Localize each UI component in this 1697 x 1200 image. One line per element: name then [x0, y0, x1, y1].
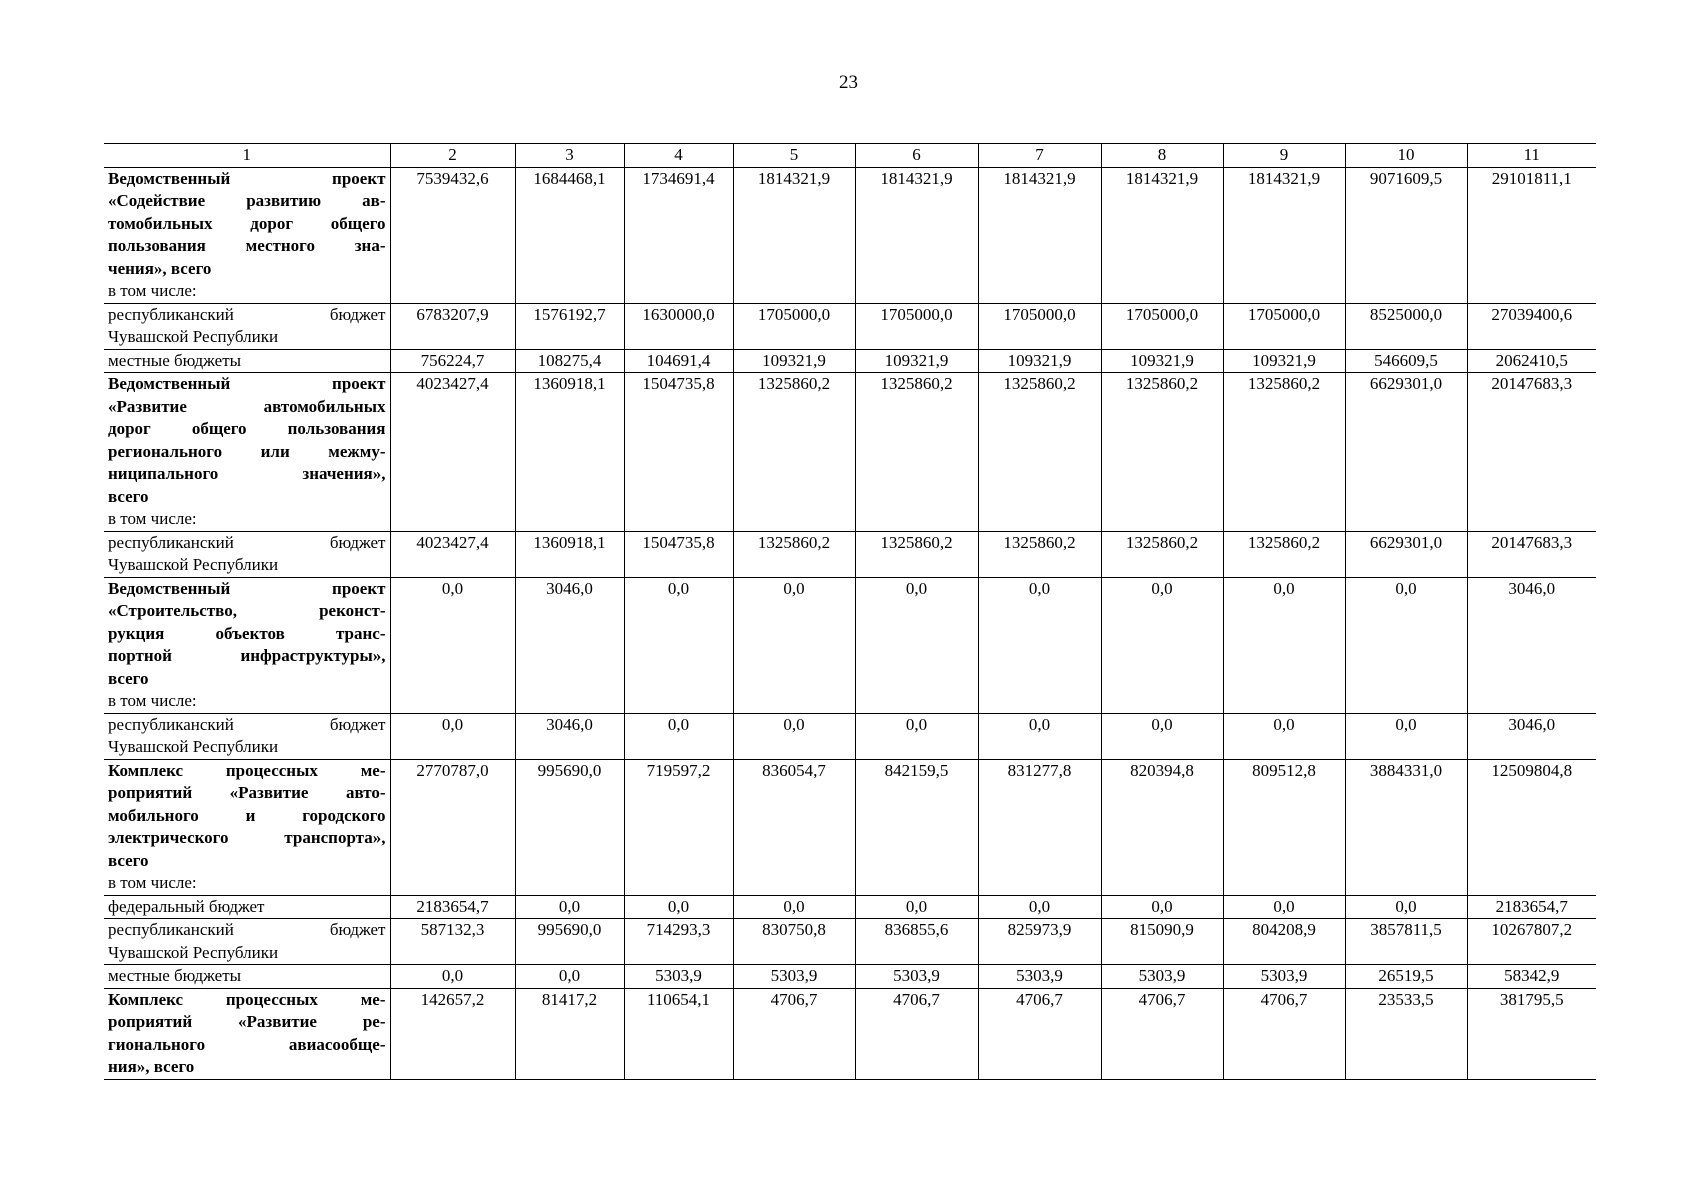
value-cell: 5303,9 — [855, 965, 978, 989]
value-cell: 1325860,2 — [1223, 373, 1345, 532]
value-cell: 0,0 — [515, 895, 624, 919]
value-cell: 1576192,7 — [515, 303, 624, 349]
value-cell: 831277,8 — [978, 759, 1101, 895]
value-cell: 0,0 — [733, 577, 855, 713]
page-number: 23 — [839, 72, 858, 93]
value-cell: 830750,8 — [733, 919, 855, 965]
value-cell: 3857811,5 — [1345, 919, 1467, 965]
value-cell: 714293,3 — [624, 919, 733, 965]
label-line: федеральный бюджет — [108, 896, 265, 916]
value-cell: 1325860,2 — [1101, 531, 1223, 577]
value-cell: 836054,7 — [733, 759, 855, 895]
value-cell: 3046,0 — [1467, 577, 1596, 713]
label-line: чения», всего — [108, 258, 212, 278]
row-label — [104, 577, 390, 713]
label-line: роприятий «Развитие авто- — [108, 783, 386, 802]
value-cell: 2183654,7 — [390, 895, 515, 919]
value-cell: 0,0 — [978, 713, 1101, 759]
label-line: ниципального значения», — [108, 464, 386, 483]
value-cell: 142657,2 — [390, 988, 515, 1079]
value-cell: 104691,4 — [624, 349, 733, 373]
label-line: роприятий «Развитие ре- — [108, 1012, 386, 1031]
value-cell: 1705000,0 — [855, 303, 978, 349]
row-label — [104, 167, 390, 303]
label-line: гионального авиасообще- — [108, 1034, 386, 1054]
label-line: «Развитие автомобильных — [108, 396, 386, 416]
value-cell: 0,0 — [390, 965, 515, 989]
value-cell: 0,0 — [978, 895, 1101, 919]
value-cell: 1814321,9 — [1101, 167, 1223, 303]
value-cell: 3046,0 — [1467, 713, 1596, 759]
value-cell: 2183654,7 — [1467, 895, 1596, 919]
row-label — [104, 965, 390, 989]
value-cell: 804208,9 — [1223, 919, 1345, 965]
value-cell: 0,0 — [1101, 895, 1223, 919]
label-line: Ведомственный проект — [108, 168, 386, 188]
column-header: 7 — [978, 144, 1101, 168]
label-line: «Строительство, реконст- — [108, 601, 386, 620]
header-row — [104, 144, 1596, 168]
value-cell: 1705000,0 — [733, 303, 855, 349]
row-label — [104, 303, 390, 349]
value-cell: 0,0 — [1345, 895, 1467, 919]
row-label — [104, 531, 390, 577]
value-cell: 756224,7 — [390, 349, 515, 373]
value-cell: 7539432,6 — [390, 167, 515, 303]
label-line: мобильного и городского — [108, 805, 386, 825]
value-cell: 820394,8 — [1101, 759, 1223, 895]
label-line: Комплекс процессных ме- — [108, 760, 386, 780]
label-line: ния», всего — [108, 1057, 195, 1076]
value-cell: 4023427,4 — [390, 373, 515, 532]
value-cell: 0,0 — [624, 895, 733, 919]
value-cell: 4706,7 — [855, 988, 978, 1079]
label-line: всего — [108, 668, 149, 688]
value-cell: 3884331,0 — [1345, 759, 1467, 895]
label-subtitle: в том числе: — [108, 691, 197, 710]
value-cell: 0,0 — [390, 713, 515, 759]
label-subtitle: в том числе: — [108, 281, 197, 300]
value-cell: 809512,8 — [1223, 759, 1345, 895]
label-line: Чувашской Республики — [108, 555, 279, 574]
value-cell: 2062410,5 — [1467, 349, 1596, 373]
label-line: Комплекс процессных ме- — [108, 989, 386, 1009]
value-cell: 4706,7 — [1101, 988, 1223, 1079]
value-cell: 5303,9 — [733, 965, 855, 989]
value-cell: 0,0 — [624, 713, 733, 759]
value-cell: 381795,5 — [1467, 988, 1596, 1079]
value-cell: 2770787,0 — [390, 759, 515, 895]
value-cell: 0,0 — [978, 577, 1101, 713]
value-cell: 6629301,0 — [1345, 373, 1467, 532]
source-row — [104, 713, 1596, 759]
budget-table — [104, 143, 1596, 1080]
source-row — [104, 349, 1596, 373]
value-cell: 0,0 — [624, 577, 733, 713]
value-cell: 1705000,0 — [1101, 303, 1223, 349]
value-cell: 815090,9 — [1101, 919, 1223, 965]
value-cell: 6629301,0 — [1345, 531, 1467, 577]
value-cell: 842159,5 — [855, 759, 978, 895]
column-header: 1 — [104, 144, 390, 168]
value-cell: 4706,7 — [978, 988, 1101, 1079]
value-cell: 995690,0 — [515, 759, 624, 895]
value-cell: 0,0 — [1345, 577, 1467, 713]
total-row — [104, 988, 1596, 1079]
value-cell: 1325860,2 — [1223, 531, 1345, 577]
label-line: республиканский бюджет — [108, 920, 386, 939]
value-cell: 5303,9 — [1223, 965, 1345, 989]
column-header: 10 — [1345, 144, 1467, 168]
column-header: 9 — [1223, 144, 1345, 168]
value-cell: 20147683,3 — [1467, 531, 1596, 577]
column-header: 8 — [1101, 144, 1223, 168]
value-cell: 6783207,9 — [390, 303, 515, 349]
source-row — [104, 303, 1596, 349]
value-cell: 1325860,2 — [855, 373, 978, 532]
value-cell: 0,0 — [1223, 577, 1345, 713]
value-cell: 719597,2 — [624, 759, 733, 895]
row-label — [104, 373, 390, 532]
value-cell: 0,0 — [855, 577, 978, 713]
column-header: 6 — [855, 144, 978, 168]
value-cell: 836855,6 — [855, 919, 978, 965]
value-cell: 995690,0 — [515, 919, 624, 965]
value-cell: 58342,9 — [1467, 965, 1596, 989]
column-header: 3 — [515, 144, 624, 168]
label-line: Чувашской Республики — [108, 942, 279, 962]
row-label — [104, 895, 390, 919]
label-line: регионального или межму- — [108, 441, 386, 461]
value-cell: 109321,9 — [1101, 349, 1223, 373]
value-cell: 546609,5 — [1345, 349, 1467, 373]
total-row — [104, 167, 1596, 303]
label-line: Ведомственный проект — [108, 374, 386, 393]
source-row — [104, 531, 1596, 577]
value-cell: 8525000,0 — [1345, 303, 1467, 349]
row-label — [104, 349, 390, 373]
value-cell: 1325860,2 — [1101, 373, 1223, 532]
label-line: дорог общего пользования — [108, 419, 386, 438]
total-row — [104, 577, 1596, 713]
value-cell: 0,0 — [515, 965, 624, 989]
value-cell: 109321,9 — [1223, 349, 1345, 373]
value-cell: 1814321,9 — [855, 167, 978, 303]
value-cell: 0,0 — [1223, 713, 1345, 759]
value-cell: 1325860,2 — [855, 531, 978, 577]
value-cell: 1325860,2 — [733, 531, 855, 577]
value-cell: 825973,9 — [978, 919, 1101, 965]
label-line: портной инфраструктуры», — [108, 646, 386, 665]
value-cell: 1705000,0 — [978, 303, 1101, 349]
value-cell: 20147683,3 — [1467, 373, 1596, 532]
value-cell: 1360918,1 — [515, 531, 624, 577]
value-cell: 0,0 — [1101, 713, 1223, 759]
column-header: 2 — [390, 144, 515, 168]
label-line: Чувашской Республики — [108, 737, 279, 756]
value-cell: 0,0 — [1101, 577, 1223, 713]
value-cell: 1814321,9 — [1223, 167, 1345, 303]
value-cell: 5303,9 — [624, 965, 733, 989]
value-cell: 1325860,2 — [978, 373, 1101, 532]
value-cell: 1325860,2 — [978, 531, 1101, 577]
label-subtitle: в том числе: — [108, 873, 197, 892]
value-cell: 27039400,6 — [1467, 303, 1596, 349]
value-cell: 587132,3 — [390, 919, 515, 965]
value-cell: 5303,9 — [978, 965, 1101, 989]
value-cell: 9071609,5 — [1345, 167, 1467, 303]
label-line: рукция объектов транс- — [108, 623, 386, 643]
column-header: 4 — [624, 144, 733, 168]
value-cell: 1504735,8 — [624, 531, 733, 577]
label-line: Чувашской Республики — [108, 327, 279, 346]
value-cell: 1705000,0 — [1223, 303, 1345, 349]
value-cell: 1814321,9 — [733, 167, 855, 303]
value-cell: 1814321,9 — [978, 167, 1101, 303]
row-label — [104, 759, 390, 895]
value-cell: 0,0 — [1223, 895, 1345, 919]
value-cell: 5303,9 — [1101, 965, 1223, 989]
source-row — [104, 965, 1596, 989]
row-label — [104, 713, 390, 759]
label-line: электрического транспорта», — [108, 828, 386, 847]
value-cell: 4706,7 — [1223, 988, 1345, 1079]
label-line: томобильных дорог общего — [108, 213, 386, 233]
label-line: Ведомственный проект — [108, 578, 386, 598]
column-header: 5 — [733, 144, 855, 168]
value-cell: 1734691,4 — [624, 167, 733, 303]
value-cell: 108275,4 — [515, 349, 624, 373]
value-cell: 4023427,4 — [390, 531, 515, 577]
label-line: республиканский бюджет — [108, 304, 386, 324]
row-label — [104, 988, 390, 1079]
value-cell: 26519,5 — [1345, 965, 1467, 989]
total-row — [104, 759, 1596, 895]
value-cell: 3046,0 — [515, 577, 624, 713]
value-cell: 0,0 — [855, 713, 978, 759]
value-cell: 0,0 — [733, 895, 855, 919]
value-cell: 29101811,1 — [1467, 167, 1596, 303]
label-line: пользования местного зна- — [108, 236, 386, 255]
label-line: местные бюджеты — [108, 350, 242, 370]
value-cell: 1504735,8 — [624, 373, 733, 532]
value-cell: 23533,5 — [1345, 988, 1467, 1079]
value-cell: 4706,7 — [733, 988, 855, 1079]
value-cell: 1630000,0 — [624, 303, 733, 349]
value-cell: 109321,9 — [978, 349, 1101, 373]
value-cell: 0,0 — [733, 713, 855, 759]
value-cell: 1325860,2 — [733, 373, 855, 532]
value-cell: 81417,2 — [515, 988, 624, 1079]
label-line: республиканский бюджет — [108, 532, 386, 552]
value-cell: 1360918,1 — [515, 373, 624, 532]
value-cell: 110654,1 — [624, 988, 733, 1079]
label-line: всего — [108, 486, 149, 506]
value-cell: 109321,9 — [733, 349, 855, 373]
row-label — [104, 919, 390, 965]
value-cell: 0,0 — [390, 577, 515, 713]
value-cell: 12509804,8 — [1467, 759, 1596, 895]
label-line: местные бюджеты — [108, 966, 242, 985]
value-cell: 1684468,1 — [515, 167, 624, 303]
source-row — [104, 919, 1596, 965]
value-cell: 3046,0 — [515, 713, 624, 759]
value-cell: 109321,9 — [855, 349, 978, 373]
value-cell: 10267807,2 — [1467, 919, 1596, 965]
label-line: всего — [108, 850, 149, 870]
source-row — [104, 895, 1596, 919]
value-cell: 0,0 — [1345, 713, 1467, 759]
value-cell: 0,0 — [855, 895, 978, 919]
total-row — [104, 373, 1596, 532]
label-line: республиканский бюджет — [108, 714, 386, 734]
column-header: 11 — [1467, 144, 1596, 168]
label-line: «Содействие развитию ав- — [108, 191, 386, 210]
label-subtitle: в том числе: — [108, 509, 197, 528]
